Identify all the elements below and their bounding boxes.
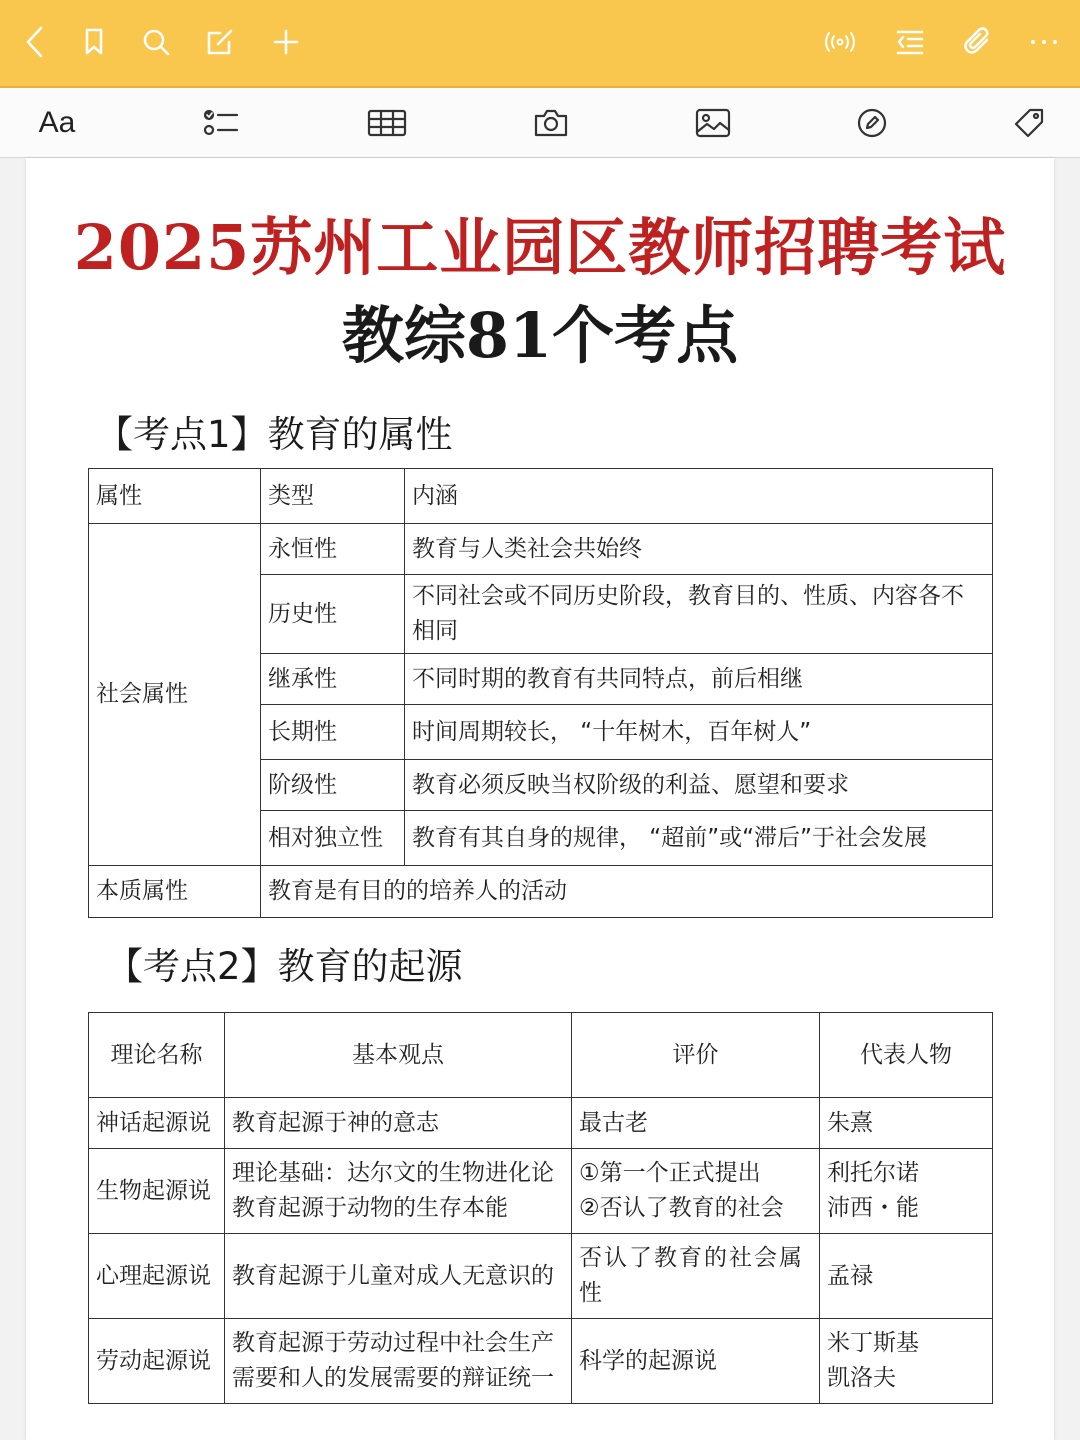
view-line: 教育起源于儿童对成人无意识的 — [232, 1262, 554, 1289]
type-cell: 历史性 — [261, 575, 405, 654]
type-cell: 永恒性 — [261, 524, 405, 575]
camera-icon[interactable] — [528, 100, 574, 146]
section-heading: 【考点2】教育的起源 — [106, 945, 463, 988]
more-icon[interactable] — [1022, 20, 1066, 64]
education-origin-table — [88, 1012, 993, 1404]
people-line: 米丁斯基 — [827, 1330, 919, 1356]
meaning-cell: 时间周期较长， “十年树木，百年树人” — [405, 705, 993, 760]
edit-icon[interactable] — [198, 20, 242, 64]
people-cell — [820, 1319, 993, 1404]
view-line: 教育起源于劳动过程中社会生产 — [232, 1330, 554, 1356]
page-subtitle: 教综81个考点 — [341, 299, 739, 372]
people-line: 沛西・能 — [827, 1195, 919, 1221]
group-label-cell: 社会属性 — [89, 524, 261, 866]
evaluation-line: ②否认了教育的社会 — [579, 1195, 784, 1221]
table-header-cell: 类型 — [261, 469, 405, 524]
broadcast-icon[interactable] — [818, 20, 862, 64]
view-line: 教育起源于动物的生存本能 — [232, 1195, 508, 1221]
image-icon[interactable] — [690, 100, 736, 146]
top-app-bar — [0, 0, 1080, 88]
education-attributes-table — [88, 468, 993, 918]
table-row — [89, 866, 993, 918]
view-cell — [225, 1234, 572, 1319]
group-label-cell: 本质属性 — [89, 866, 261, 918]
view-line: 教育起源于神的意志 — [232, 1109, 439, 1136]
table-row — [89, 1098, 993, 1149]
theory-name-cell: 神话起源说 — [89, 1098, 225, 1149]
evaluation-cell — [572, 1149, 820, 1234]
people-cell — [820, 1098, 993, 1149]
people-line: 孟禄 — [827, 1262, 873, 1289]
view-line: 需要和人的发展需要的辩证统一 — [232, 1365, 554, 1391]
people-cell — [820, 1149, 993, 1234]
back-icon[interactable] — [14, 20, 58, 64]
evaluation-cell — [572, 1098, 820, 1149]
evaluation-line: 否认了教育的社会属 — [579, 1245, 804, 1271]
table-icon[interactable] — [364, 100, 410, 146]
checklist-icon[interactable] — [198, 100, 244, 146]
view-cell — [225, 1149, 572, 1234]
meaning-cell: 教育必须反映当权阶级的利益、愿望和要求 — [405, 760, 993, 811]
table-row — [89, 1149, 993, 1234]
view-cell — [225, 1098, 572, 1149]
attachment-icon[interactable] — [956, 20, 1000, 64]
meaning-cell: 不同社会或不同历史阶段，教育目的、性质、内容各不相同 — [405, 575, 993, 654]
evaluation-line: 科学的起源说 — [579, 1347, 717, 1374]
evaluation-cell — [572, 1234, 820, 1319]
tag-icon[interactable] — [1006, 100, 1052, 146]
outline-icon[interactable] — [888, 20, 932, 64]
meaning-cell: 教育是有目的的培养人的活动 — [261, 866, 993, 918]
document-page — [26, 158, 1054, 1440]
meaning-cell: 教育有其自身的规律， “超前”或“滞后”于社会发展 — [405, 811, 993, 866]
evaluation-line: ①第一个正式提出 — [579, 1160, 761, 1186]
bookmark-icon[interactable] — [72, 20, 116, 64]
section-heading: 【考点1】教育的属性 — [96, 413, 453, 456]
add-icon[interactable] — [264, 20, 308, 64]
people-cell — [820, 1234, 993, 1319]
table-header-cell: 基本观点 — [225, 1013, 572, 1098]
theory-name-cell: 生物起源说 — [89, 1149, 225, 1234]
table-header-cell: 评价 — [572, 1013, 820, 1098]
table-header-cell: 内涵 — [405, 469, 993, 524]
search-icon[interactable] — [134, 20, 178, 64]
type-cell: 阶级性 — [261, 760, 405, 811]
table-header-cell: 代表人物 — [820, 1013, 993, 1098]
pen-icon[interactable] — [849, 100, 895, 146]
text-format-label: Aa — [38, 106, 76, 139]
table-row — [89, 524, 993, 575]
view-line: 理论基础：达尔文的生物进化论 — [232, 1160, 554, 1186]
type-cell: 长期性 — [261, 705, 405, 760]
people-line: 利托尔诺 — [827, 1160, 919, 1186]
type-cell: 继承性 — [261, 654, 405, 705]
text-format-button[interactable] — [34, 100, 80, 146]
evaluation-line: 性 — [579, 1280, 604, 1306]
meaning-cell: 不同时期的教育有共同特点，前后相继 — [405, 654, 993, 705]
table-header-cell: 属性 — [89, 469, 261, 524]
table-row — [89, 1234, 993, 1319]
theory-name-cell: 心理起源说 — [89, 1234, 225, 1319]
table-header-cell: 理论名称 — [89, 1013, 225, 1098]
view-cell — [225, 1319, 572, 1404]
meaning-cell: 教育与人类社会共始终 — [405, 524, 993, 575]
format-toolbar — [0, 88, 1080, 158]
type-cell: 相对独立性 — [261, 811, 405, 866]
evaluation-cell — [572, 1319, 820, 1404]
page-title: 2025苏州工业园区教师招聘考试 — [73, 211, 1007, 284]
people-line: 朱熹 — [827, 1109, 873, 1136]
table-row — [89, 1319, 993, 1404]
theory-name-cell: 劳动起源说 — [89, 1319, 225, 1404]
people-line: 凯洛夫 — [827, 1365, 896, 1391]
evaluation-line: 最古老 — [579, 1109, 648, 1136]
